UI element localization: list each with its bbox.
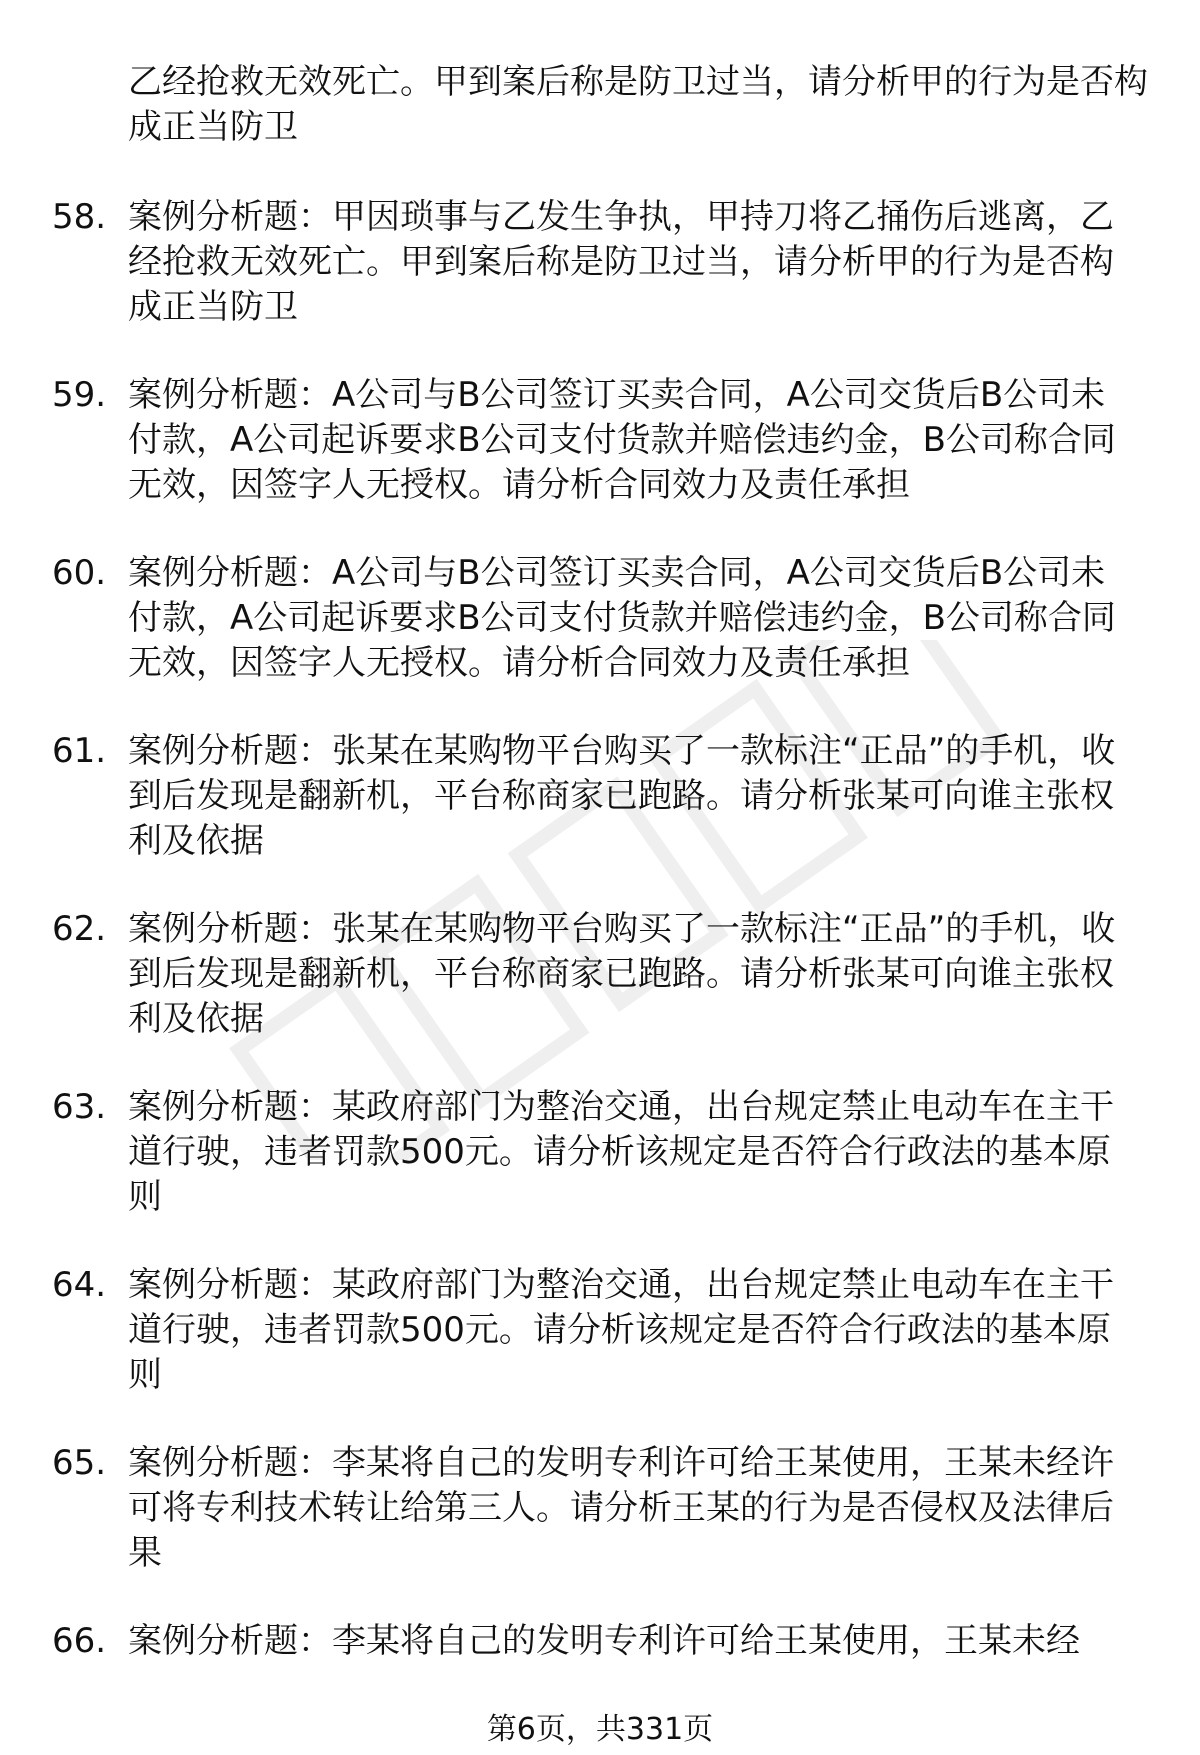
question-item (0, 1263, 1200, 1398)
question-number: 60. (52, 553, 107, 593)
question-item (0, 551, 1200, 686)
question-number: 58. (52, 197, 107, 237)
question-text: 案例分析题：某政府部门为整治交通，出台规定禁止电动车在主干道行驶，违者罚款500元。请分析该规定是否符合行政法的基本原则 (128, 1265, 1114, 1395)
question-number: 63. (52, 1087, 107, 1127)
question-number: 66. (52, 1621, 107, 1661)
previous-question-continuation: 乙经抢救无效死亡。甲到案后称是防卫过当，请分析甲的行为是否构成正当防卫 (128, 62, 1148, 147)
question-item (0, 1619, 1200, 1664)
question-text: 案例分析题：李某将自己的发明专利许可给王某使用，王某未经 (128, 1621, 1080, 1661)
question-text: 案例分析题：李某将自己的发明专利许可给王某使用，王某未经许可将专利技术转让给第三人。请分析王某的行为是否侵权及法律后果 (128, 1443, 1114, 1573)
question-item (0, 195, 1200, 330)
page-number-label: 第6页，共331页 (486, 1712, 714, 1747)
question-text: 案例分析题：A公司与B公司签订买卖合同，A公司交货后B公司未付款，A公司起诉要求B公司支付货款并赔偿违约金，B公司称合同无效，因签字人无授权。请分析合同效力及责任承担 (128, 375, 1116, 505)
question-number: 61. (52, 731, 107, 771)
question-text: 案例分析题：某政府部门为整治交通，出台规定禁止电动车在主干道行驶，违者罚款500元。请分析该规定是否符合行政法的基本原则 (128, 1087, 1114, 1217)
question-number: 59. (52, 375, 107, 415)
question-item (0, 1085, 1200, 1220)
question-list (0, 195, 1200, 1707)
question-text: 案例分析题：张某在某购物平台购买了一款标注“正品”的手机，收到后发现是翻新机，平台称商家已跑路。请分析张某可向谁主张权利及依据 (128, 909, 1116, 1039)
question-item (0, 373, 1200, 508)
question-number: 65. (52, 1443, 107, 1483)
question-text: 案例分析题：A公司与B公司签订买卖合同，A公司交货后B公司未付款，A公司起诉要求B公司支付货款并赔偿违约金，B公司称合同无效，因签字人无授权。请分析合同效力及责任承担 (128, 553, 1116, 683)
question-item (0, 729, 1200, 864)
question-text: 案例分析题：张某在某购物平台购买了一款标注“正品”的手机，收到后发现是翻新机，平台称商家已跑路。请分析张某可向谁主张权利及依据 (128, 731, 1116, 861)
question-number: 62. (52, 909, 107, 949)
question-item (0, 1441, 1200, 1576)
question-number: 64. (52, 1265, 107, 1305)
page-footer (0, 1712, 1200, 1748)
question-text: 案例分析题：甲因琐事与乙发生争执，甲持刀将乙捅伤后逃离，乙经抢救无效死亡。甲到案后称是防卫过当，请分析甲的行为是否构成正当防卫 (128, 197, 1114, 327)
question-item (0, 907, 1200, 1042)
